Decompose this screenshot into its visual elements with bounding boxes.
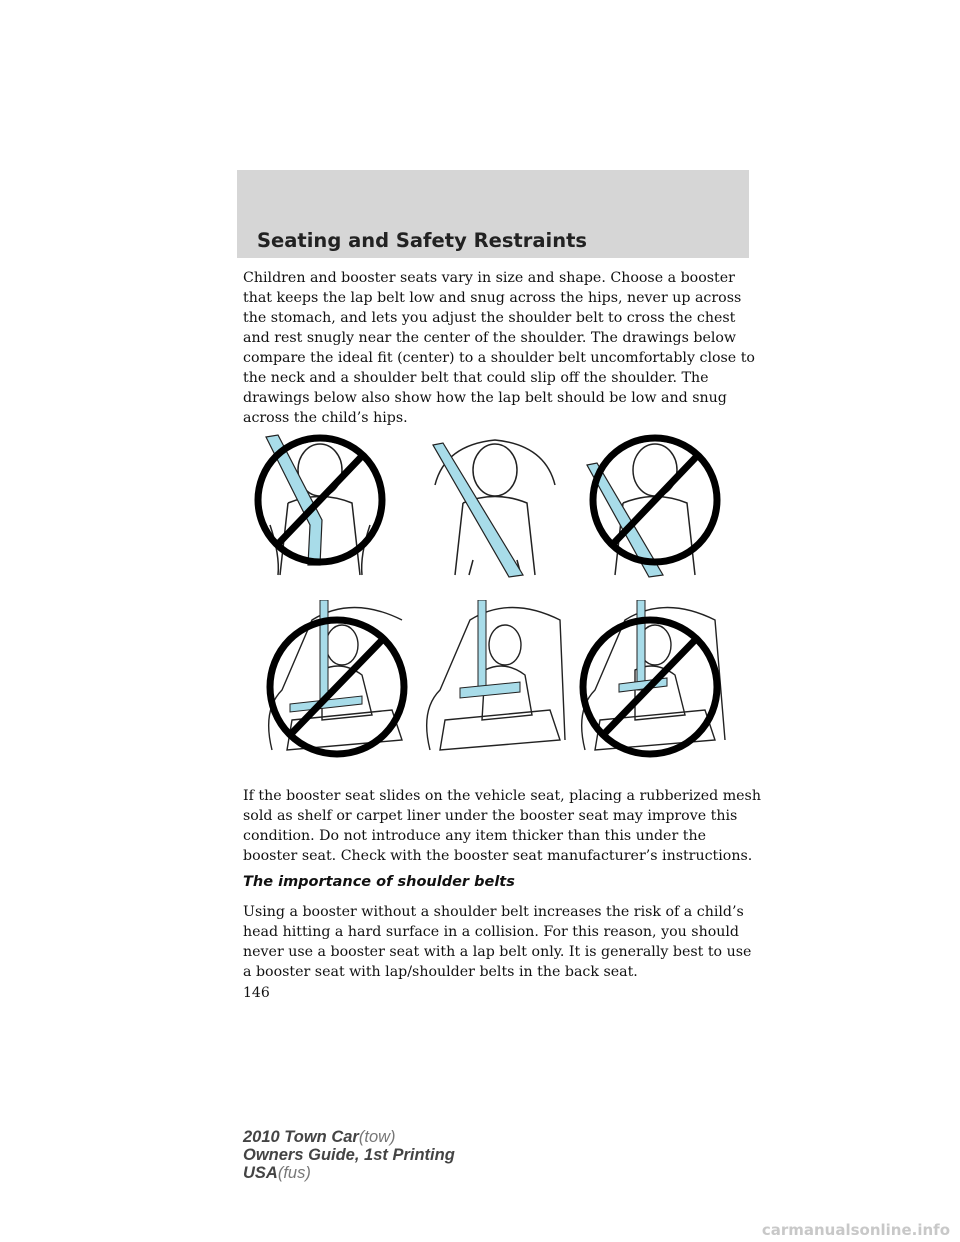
no-symbol-icon xyxy=(253,433,387,567)
shoulder-belts-paragraph: Using a booster without a shoulder belt increases the risk of a child’s head hitting a hard surface in a collision. For this reason, you should never use a booster seat with a lap belt only. It is generally best to use a booster seat with lap/shoulder belts in the back seat. xyxy=(243,904,752,980)
footer-printing: Owners Guide, 1st Printing xyxy=(243,1146,455,1164)
footer-market: USA xyxy=(243,1164,278,1182)
shoulder-belt-slip-off-figure xyxy=(585,425,725,580)
watermark: carmanualsonline.info xyxy=(761,1221,950,1239)
booster-mesh-paragraph: If the booster seat slides on the vehicle seat, placing a rubberized mesh sold as shelf or carpet liner under the booster seat may improve this condition. Do not introduce any item thicker than this under the booster seat. Check with the booster seat manufacturer’s instructions. xyxy=(243,788,761,864)
page-number: 146 xyxy=(243,985,270,1001)
shoulder-belt-correct-figure xyxy=(425,425,565,580)
no-symbol-icon xyxy=(577,614,723,760)
no-symbol-icon xyxy=(588,433,722,567)
lap-belt-loose-figure xyxy=(575,600,735,760)
shoulder-belts-subheading: The importance of shoulder belts xyxy=(243,874,515,890)
shoulder-belt-too-close-figure xyxy=(250,425,390,580)
lap-belt-too-high-figure xyxy=(262,600,422,760)
section-title: Seating and Safety Restraints xyxy=(257,229,588,252)
lap-belt-correct-figure xyxy=(420,600,580,760)
intro-paragraph: Children and booster seats vary in size and shape. Choose a booster that keeps the lap belt low and snug across the hips, never up across the stomach, and lets you adjust the shoulder belt to cross the chest and rest snugly near the center of the shoulder. The drawings below compare the ideal fit (center) to a shoulder belt uncomfortably close to the neck and a shoulder belt that could slip off the shoulder. The drawings below also show how the lap belt should be low and snug across the child’s hips. xyxy=(243,270,755,426)
no-symbol-icon xyxy=(264,614,410,760)
footer-publication-info xyxy=(243,1128,455,1182)
footer-model-code: (tow) xyxy=(358,1128,396,1146)
footer-market-code: (fus) xyxy=(277,1164,311,1182)
footer-model: 2010 Town Car xyxy=(243,1128,359,1146)
section-header-band xyxy=(237,170,749,258)
